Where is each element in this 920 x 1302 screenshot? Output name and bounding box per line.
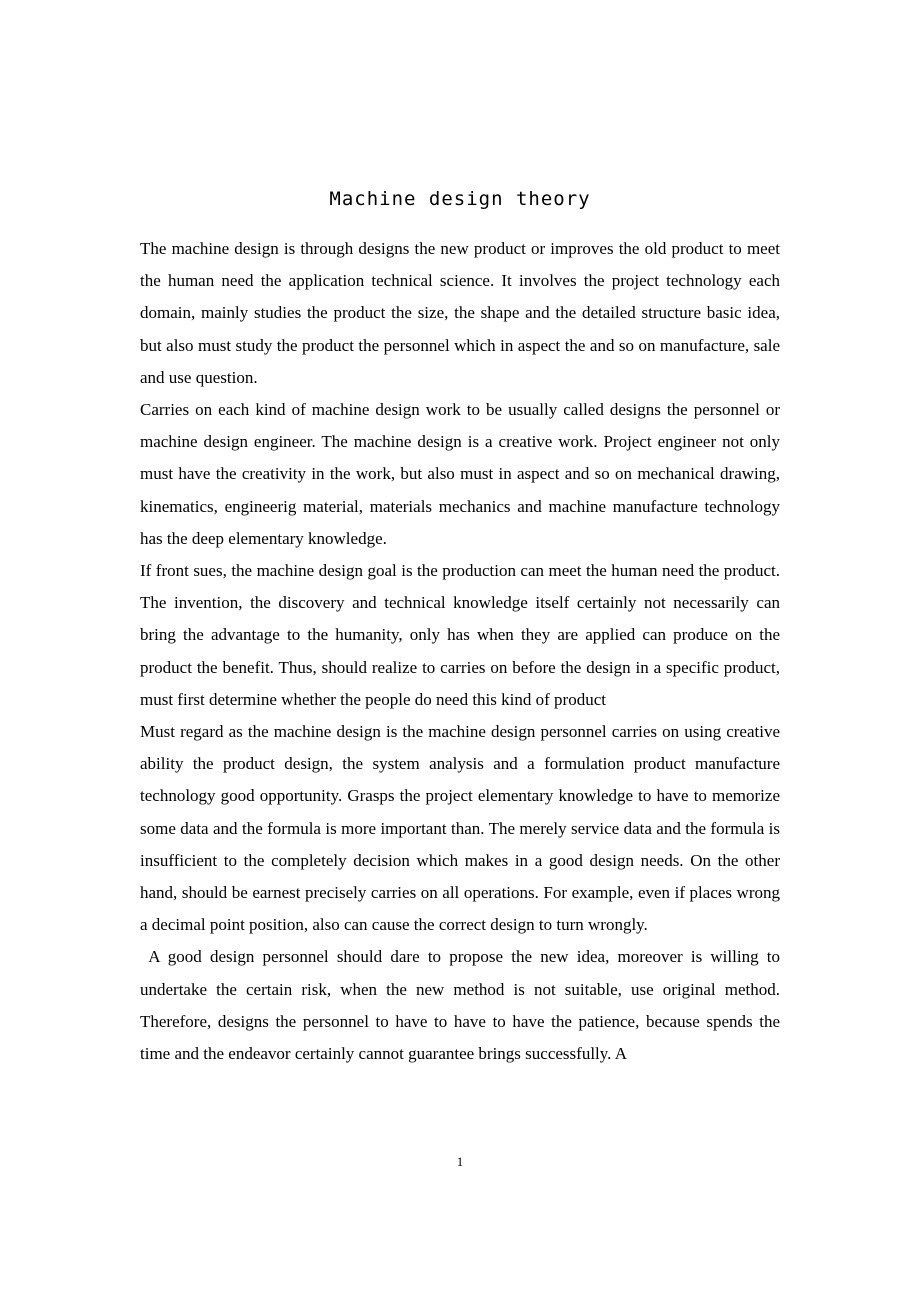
page-title: Machine design theory bbox=[329, 188, 591, 210]
paragraph-2: Carries on each kind of machine design work to be usually called designs the personnel or machine design engineer. The machine design is a creative work. Project engineer not only must have the creativity in the work, but also must in aspect and so on mechanical drawing, kinematics, engineerig material, materials mechanics and machine manufacture technology has the deep elementary knowledge. bbox=[140, 400, 780, 548]
paragraph-3: If front sues, the machine design goal is the production can meet the human need the product. The invention, the discovery and technical knowledge itself certainly not necessarily can bring the advantage to the humanity, only has when they are applied can produce on the product the benefit. Thus, should realize to carries on before the design in a specific product, must first determine whether the people do need this kind of product bbox=[140, 561, 780, 709]
paragraph-4: Must regard as the machine design is the machine design personnel carries on using creative ability the product design, the system analysis and a formulation product manufacture technology good opportunity. Grasps the project elementary knowledge to have to memorize some data and the formula is more important than. The merely service data and the formula is insufficient to the completely decision which makes in a good design needs. On the other hand, should be earnest precisely carries on all operations. For example, even if places wrong a decimal point position, also can cause the correct design to turn wrongly. bbox=[140, 722, 780, 935]
paragraph-5: A good design personnel should dare to propose the new idea, moreover is willing to undertake the certain risk, when the new method is not suitable, use original method. Therefore, designs the personnel to have to have to have the patience, because spends the time and the endeavor certainly cannot guarantee brings successfully. A bbox=[140, 947, 785, 1064]
page-number: 1 bbox=[456, 1154, 464, 1169]
body-text bbox=[140, 233, 785, 1070]
paragraph-1: The machine design is through designs the new product or improves the old product to meet the human need the application technical science. It involves the project technology each domain, mainly studies the product the size, the shape and the detailed structure basic idea, but also must study the product the personnel which in aspect the and so on manufacture, sale and use question. bbox=[140, 239, 780, 387]
